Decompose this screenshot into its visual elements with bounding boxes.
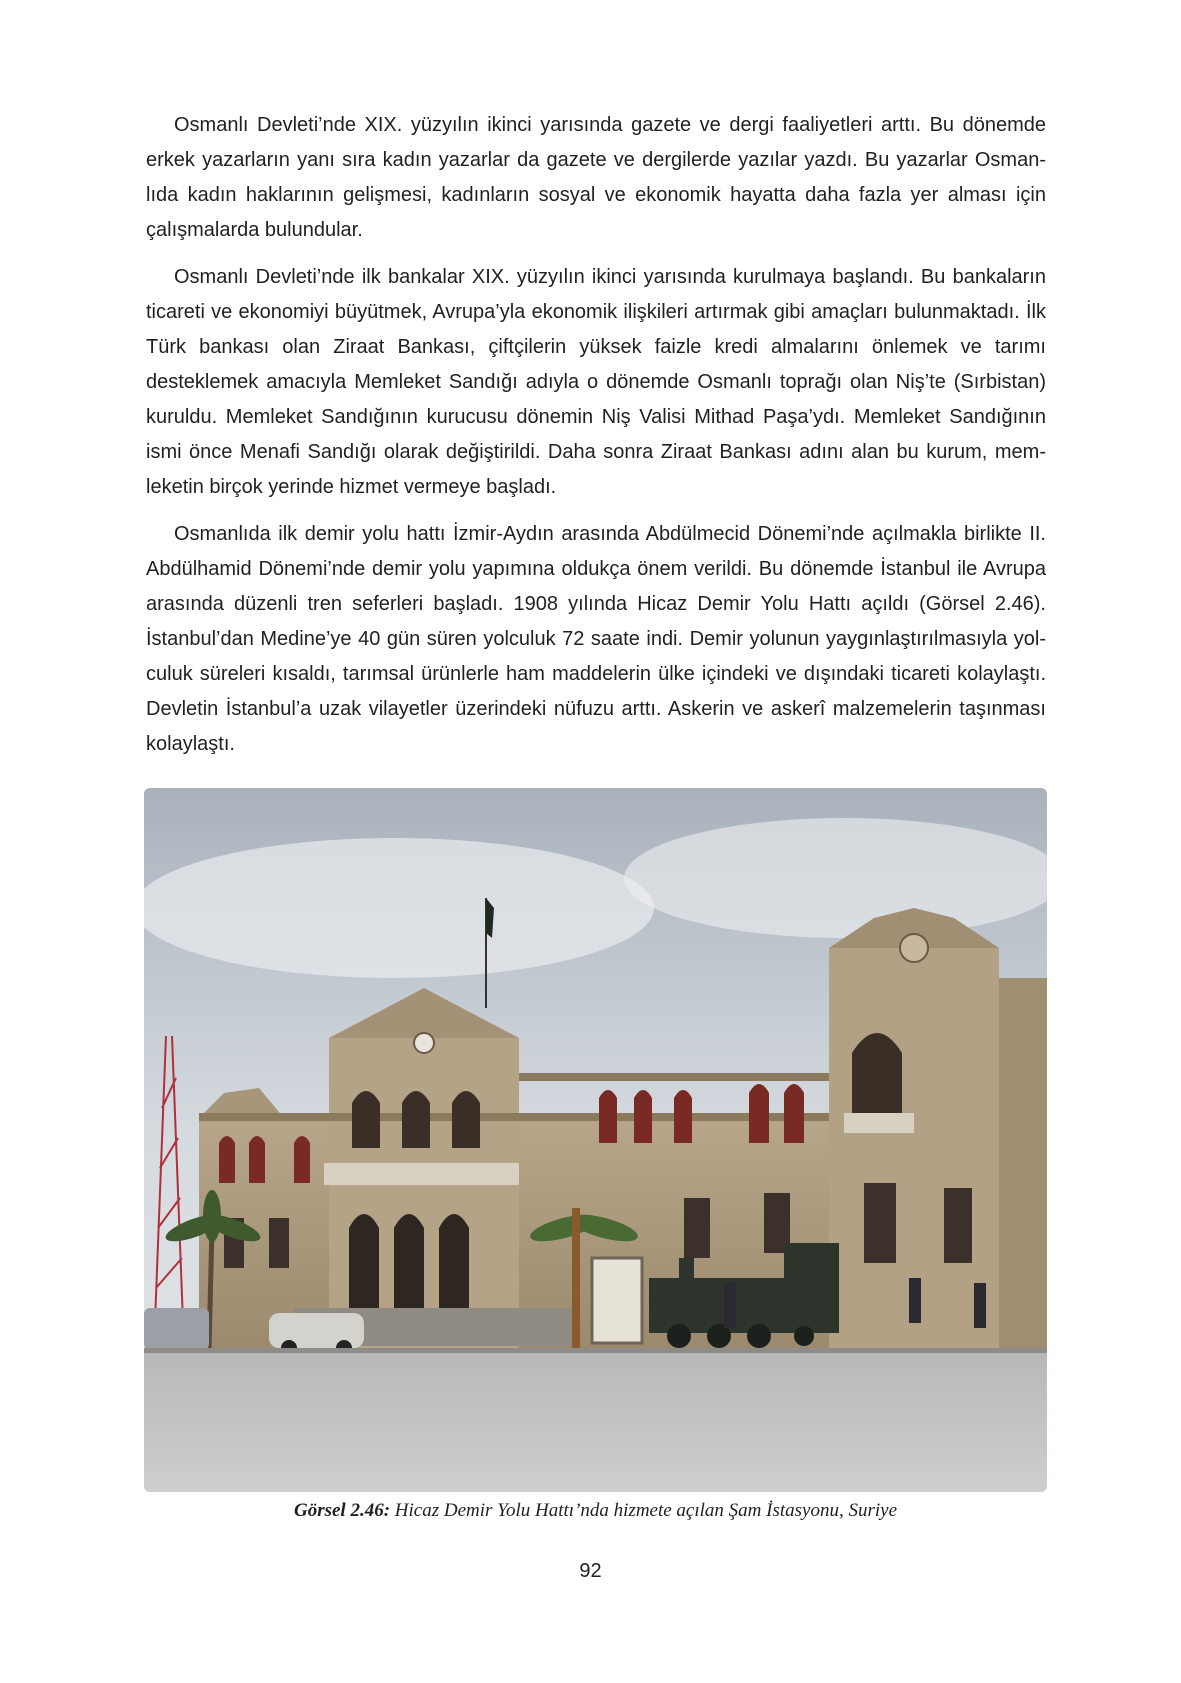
paragraph-press: Osmanlı Devleti’nde XIX. yüzyılın ikinci yarısında gazete ve dergi faaliyetleri arttı. Bu dönemde erkek yazarların yanı sıra kadın yazarlar da gazete ve dergilerde yazılar yazdı. Bu yazarlar Osmanlıda kadın haklarının gelişmesi, kadınların sosyal ve ekonomik hayatta daha fazla yer alması için çalışmalarda bulundular.	[146, 114, 1046, 241]
paragraph-banks: Osmanlı Devleti’nde ilk bankalar XIX. yüzyılın ikinci yarısında kurulmaya başlandı. Bu bankaların ticareti ve ekonomiyi büyütmek, Avrupa’yla ekonomik ilişkileri artırmak gibi amaçları bulunmaktadı. İlk Türk bankası olan Ziraat Bankası, çiftçilerin yüksek faizle kredi almalarını önlemek ve tarımı desteklemek amacıyla Memleket Sandığı adıyla o dönemde Osmanlı toprağı olan Niş’te (Sırbistan) kuruldu. Memleket Sandığının kurucusu dönemin Niş Valisi Mithad Paşa’ydı. Memleket Sandığının ismi önce Menafi Sandığı olarak değiştirildi. Daha sonra Ziraat Bankası adını alan bu kurum, memleketin birçok yerinde hizmet vermeye başladı.	[146, 266, 1046, 498]
body-text	[146, 108, 1046, 774]
paragraph-railway: Osmanlıda ilk demir yolu hattı İzmir-Aydın arasında Abdülmecid Dönemi’nde açılmakla birlikte II. Abdülhamid Dönemi’nde demir yolu yapımına oldukça önem verildi. Bu dönemde İstanbul ile Avrupa arasında düzenli tren seferleri başladı. 1908 yılında Hicaz Demir Yolu Hattı açıldı (Görsel 2.46). İstanbul’dan Medine’ye 40 gün süren yolculuk 72 saate indi. Demir yolunun yaygınlaştırılmasıyla yolculuk süreleri kısaldı, tarımsal ürünlerle ham maddelerin ülke içindeki ve dışındaki ticareti kolaylaştı. Devletin İstanbul’a uzak vilayetler üzerindeki nüfuzu arttı. Askerin ve askerî malzemelerin taşınması kolaylaştı.	[146, 523, 1046, 755]
page-number: 92	[579, 1560, 602, 1582]
station-photo	[144, 788, 1047, 1492]
figure-caption	[144, 1500, 1047, 1522]
caption-label: Görsel 2.46:	[293, 1500, 391, 1521]
caption-text: Hicaz Demir Yolu Hattı’nda hizmete açılan Şam İstasyonu, Suriye	[390, 1500, 898, 1521]
